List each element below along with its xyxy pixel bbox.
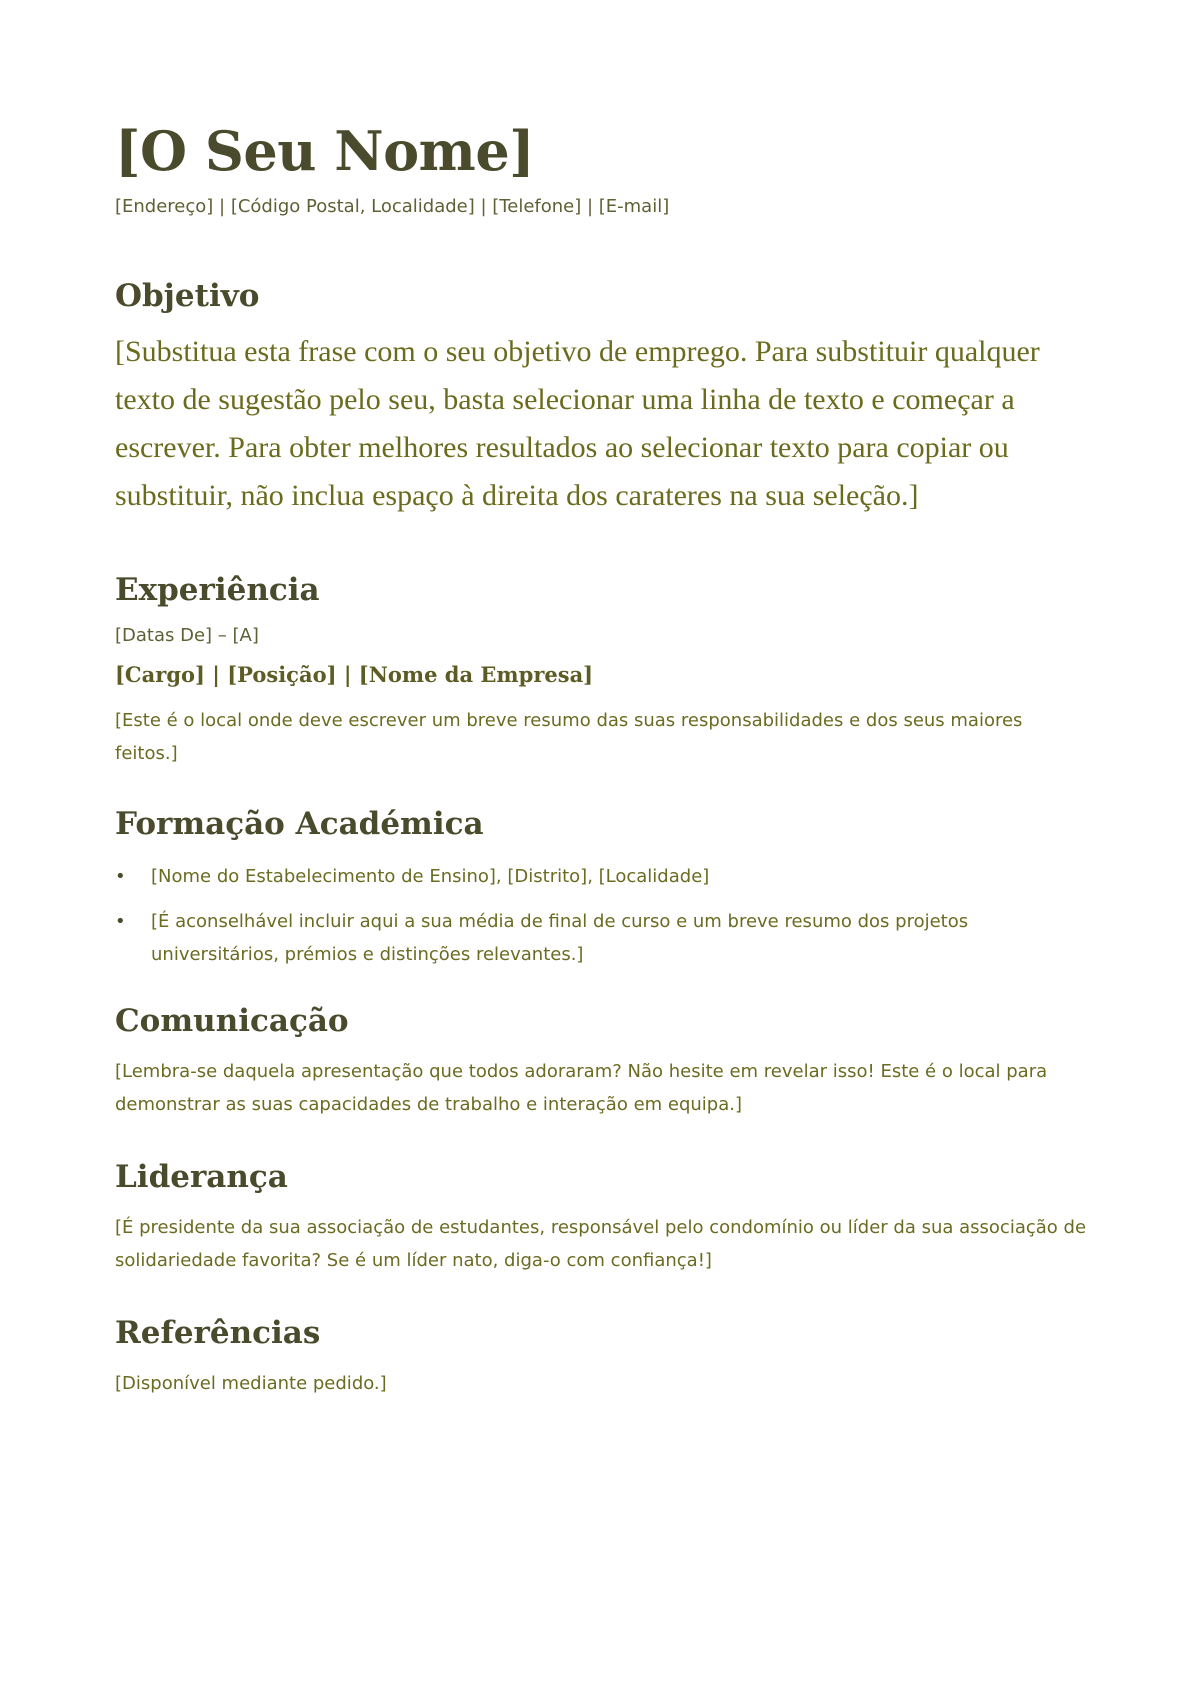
resume-name[interactable]: [O Seu Nome] (115, 119, 535, 183)
bullet-icon: • (115, 911, 126, 932)
list-item[interactable] (115, 905, 1090, 971)
references-text[interactable]: [Disponível mediante pedido.] (115, 1373, 387, 1394)
experience-dates[interactable]: [Datas De] – [A] (115, 625, 259, 646)
section-title-references: Referências (115, 1315, 321, 1351)
section-title-communication: Comunicação (115, 1003, 349, 1039)
objective-text[interactable]: [Substitua esta frase com o seu objetivo de emprego. Para substituir qualquer texto de sugestão pelo seu, basta selecionar uma linha de texto e começar a escrever. Para obter melhores resultados ao selecionar texto para copiar ou substituir, não inclua espaço à direita dos carateres na sua seleção.] (115, 335, 1040, 512)
education-item-text: [É aconselhável incluir aqui a sua média de final de curso e um breve resumo dos projetos universitários, prémios e distinções relevantes.] (151, 911, 969, 965)
leadership-text[interactable]: [É presidente da sua associação de estudantes, responsável pelo condomínio ou líder da sua associação de solidariedade favorita? Se é um líder nato, diga-o com confiança!] (115, 1217, 1087, 1271)
education-list (115, 860, 1090, 971)
contact-line[interactable]: [Endereço] | [Código Postal, Localidade] | [Telefone] | [E-mail] (115, 196, 670, 217)
experience-summary[interactable]: [Este é o local onde deve escrever um breve resumo das suas responsabilidades e dos seus maiores feitos.] (115, 710, 1023, 764)
section-title-education: Formação Académica (115, 806, 484, 842)
bullet-icon: • (115, 866, 126, 887)
communication-text[interactable]: [Lembra-se daquela apresentação que todos adoraram? Não hesite em revelar isso! Este é o local para demonstrar as suas capacidades de trabalho e interação em equipa.] (115, 1061, 1048, 1115)
education-item-text: [Nome do Estabelecimento de Ensino], [Distrito], [Localidade] (151, 866, 710, 887)
list-item[interactable] (115, 860, 1090, 893)
section-title-leadership: Liderança (115, 1159, 288, 1195)
section-title-experience: Experiência (115, 572, 320, 608)
section-title-objective: Objetivo (115, 278, 260, 314)
experience-role[interactable]: [Cargo] | [Posição] | [Nome da Empresa] (115, 662, 594, 687)
